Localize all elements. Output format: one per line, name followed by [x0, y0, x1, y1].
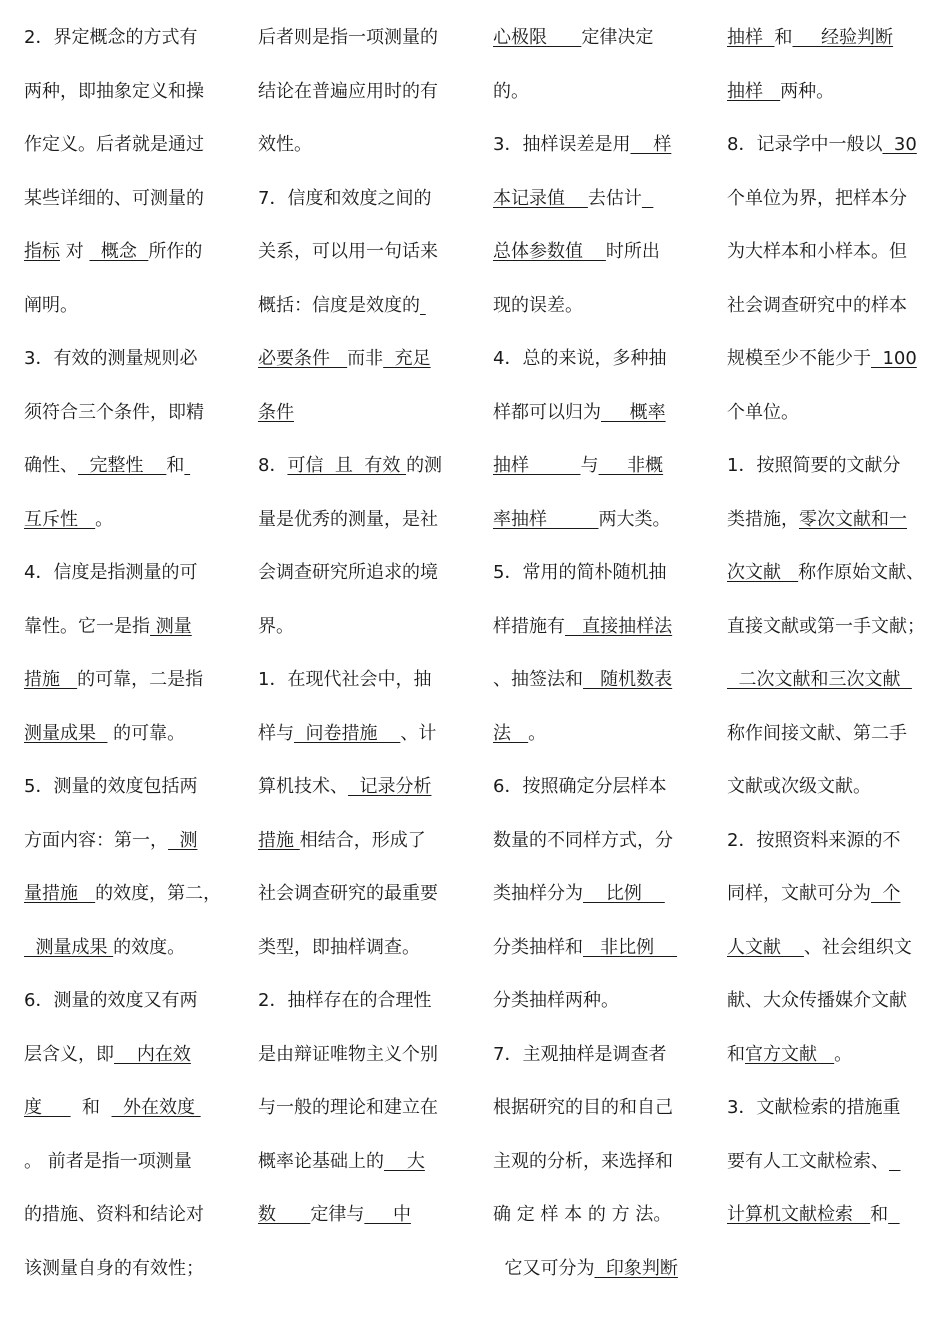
text-segment: 直接文献或第一手文献； — [727, 615, 925, 637]
text-segment: 4．信度是指测量的可 — [24, 562, 198, 583]
text-segment: 会调查研究所追求的境 — [258, 562, 438, 583]
text-segment: 与一般的理论和建立在 — [258, 1097, 438, 1118]
text-line — [258, 234, 442, 288]
text-line — [258, 769, 442, 823]
text-line — [493, 20, 678, 74]
fill-in-answer: 可信 且 有效 — [287, 455, 407, 476]
text-segment: 后者则是指一项测量的 — [258, 27, 438, 48]
fill-in-answer: 法 — [493, 722, 529, 744]
fill-in-answer: 二次文献和三次文献 — [727, 669, 912, 690]
text-line — [493, 930, 678, 984]
text-segment: 去估计 — [587, 187, 642, 209]
text-line — [24, 288, 221, 342]
text-line — [493, 181, 678, 235]
text-line — [727, 662, 925, 716]
fill-in-answer: 30 — [882, 134, 917, 155]
text-line — [493, 823, 678, 877]
text-segment: 要有人工文献检索、 — [727, 1150, 889, 1172]
text-segment: 算机技术、 — [258, 776, 348, 797]
text-segment: 概率论基础上的 — [258, 1150, 384, 1172]
text-segment: 样与 — [258, 722, 294, 744]
text-segment: 2．抽样存在的合理性 — [258, 990, 432, 1011]
text-segment: 某些详细的、可测量的 — [24, 187, 204, 209]
text-segment: 效性。 — [258, 134, 312, 155]
text-segment: 2．界定概念的方式有 — [24, 27, 198, 48]
text-segment: 类措施， — [727, 508, 799, 530]
text-segment: 称作原始文献、 — [798, 562, 925, 583]
text-line — [493, 127, 678, 181]
text-segment: 作定义。后者就是通过 — [24, 134, 204, 155]
text-segment: 确 定 样 本 的 方 法。 — [493, 1204, 672, 1225]
text-line — [258, 288, 442, 342]
fill-in-answer: 非比例 — [583, 936, 678, 958]
text-segment: 方面内容：第一， — [24, 829, 168, 851]
text-segment: 8．记录学中一般以 — [727, 134, 883, 155]
fill-in-answer — [888, 1204, 899, 1225]
text-line — [727, 448, 925, 502]
text-segment: 与 — [580, 455, 599, 476]
fill-in-answer: 抽样 — [727, 80, 781, 102]
fill-in-answer: 随机数表 — [583, 669, 673, 690]
fill-in-answer — [889, 1151, 900, 1172]
text-line — [727, 127, 925, 181]
fill-in-answer: 问卷措施 — [294, 722, 401, 744]
text-line — [258, 181, 442, 235]
fill-in-answer: 必要条件 — [258, 348, 348, 369]
text-line — [493, 555, 678, 609]
fill-in-answer: 措施 — [258, 829, 300, 851]
text-segment: 两大类。 — [598, 508, 671, 530]
text-line — [727, 1144, 925, 1198]
text-segment: 社会调查研究中的样本 — [727, 294, 907, 316]
text-segment: 同样，文献可分为 — [727, 883, 871, 904]
fill-in-answer: 经验判断 — [792, 27, 894, 48]
text-line — [493, 1090, 678, 1144]
text-line — [493, 341, 678, 395]
text-line — [493, 609, 678, 663]
text-segment: 量是优秀的测量，是社 — [258, 508, 438, 530]
text-line — [727, 823, 925, 877]
text-segment: 。 — [834, 1043, 853, 1065]
text-line — [24, 127, 221, 181]
text-line — [24, 20, 221, 74]
text-line — [493, 983, 678, 1037]
text-line — [24, 341, 221, 395]
text-line — [727, 502, 925, 556]
text-column-4 — [727, 20, 925, 1251]
text-segment: 称作间接文献、第二手 — [727, 722, 907, 744]
text-line — [258, 1144, 442, 1198]
text-line — [24, 555, 221, 609]
text-segment: 和 — [870, 1204, 889, 1225]
text-segment: 。 — [528, 722, 547, 744]
text-segment: 3．文献检索的措施重 — [727, 1097, 901, 1118]
text-line — [258, 555, 442, 609]
text-segment: 5．常用的简朴随机抽 — [493, 562, 667, 583]
text-line — [727, 181, 925, 235]
text-line — [727, 876, 925, 930]
text-segment: 是由辩证唯物主义个别 — [258, 1043, 438, 1065]
text-column-2 — [258, 20, 442, 1251]
text-line — [258, 341, 442, 395]
text-line — [258, 716, 442, 770]
fill-in-answer: 非概 — [598, 455, 664, 476]
text-line — [493, 502, 678, 556]
text-segment: 定律决定 — [581, 27, 654, 48]
text-segment: 层含义，即 — [24, 1043, 114, 1065]
fill-in-answer: 计算机文献检索 — [727, 1204, 871, 1225]
text-segment: 的效度。 — [113, 936, 186, 958]
text-line — [258, 74, 442, 128]
text-column-3 — [493, 20, 678, 1304]
text-segment: 的可靠。 — [107, 722, 186, 744]
text-line — [727, 20, 925, 74]
text-segment: 阐明。 — [24, 294, 78, 316]
fill-in-answer: 量措施 — [24, 883, 96, 904]
text-segment: 概括：信度是效度的 — [258, 294, 420, 316]
text-segment: 8． — [258, 455, 288, 476]
text-segment: 两种，即抽象定义和操 — [24, 80, 204, 102]
text-segment: 、社会组织文 — [803, 936, 912, 958]
text-segment: 它又可分为 — [493, 1257, 595, 1279]
fill-in-answer: 条件 — [258, 401, 294, 423]
fill-in-answer: 次文献 — [727, 562, 799, 583]
fill-in-answer: 官方文献 — [745, 1043, 835, 1065]
fill-in-answer: 测量成果 — [24, 936, 114, 958]
text-line — [258, 662, 442, 716]
text-segment: 和 — [166, 455, 185, 476]
text-line — [493, 288, 678, 342]
text-line — [727, 234, 925, 288]
text-line — [493, 1197, 678, 1251]
text-line — [493, 1144, 678, 1198]
text-line — [24, 769, 221, 823]
text-line — [24, 1090, 221, 1144]
text-segment: 7．主观抽样是调查者 — [493, 1043, 667, 1065]
text-segment: 样都可以归为 — [493, 401, 601, 423]
fill-in-answer: 度 — [24, 1097, 71, 1118]
text-line — [258, 609, 442, 663]
fill-in-answer: 概率 — [601, 401, 666, 423]
text-line — [493, 448, 678, 502]
text-segment: 的可靠，二是指 — [77, 669, 204, 690]
text-line — [493, 74, 678, 128]
text-line — [258, 823, 442, 877]
text-line — [727, 930, 925, 984]
text-segment: 所作的 — [148, 241, 203, 262]
text-line — [24, 1144, 221, 1198]
text-line — [24, 983, 221, 1037]
fill-in-answer: 测量 — [150, 615, 192, 637]
text-line — [727, 1197, 925, 1251]
fill-in-answer: 比例 — [583, 883, 665, 904]
text-segment: 数量的不同样方式，分 — [493, 829, 673, 851]
fill-in-answer: 总体参数值 — [493, 241, 606, 262]
text-segment: 结论在普遍应用时的有 — [258, 80, 438, 102]
text-line — [258, 930, 442, 984]
text-segment: 定律与 — [310, 1204, 365, 1225]
text-segment: 样措施有 — [493, 615, 565, 637]
text-line — [493, 662, 678, 716]
fill-in-answer: 零次文献和一 — [799, 508, 907, 530]
text-line — [258, 127, 442, 181]
text-segment: 。 前者是指一项测量 — [24, 1150, 192, 1172]
text-line — [24, 181, 221, 235]
text-line — [24, 1037, 221, 1091]
fill-in-answer: 大 — [384, 1150, 425, 1172]
fill-in-answer: 抽样 — [493, 455, 581, 476]
fill-in-answer: 中 — [364, 1204, 411, 1225]
text-line — [258, 983, 442, 1037]
text-line — [727, 716, 925, 770]
text-segment: 界。 — [258, 615, 294, 637]
fill-in-answer: 指标 — [24, 241, 60, 262]
text-line — [727, 395, 925, 449]
fill-in-answer: 人文献 — [727, 936, 804, 958]
text-segment: 相结合，形成了 — [299, 829, 426, 851]
fill-in-answer: 记录分析 — [348, 776, 432, 797]
text-segment: 须符合三个条件，即精 — [24, 401, 204, 423]
text-segment: 两种。 — [780, 80, 835, 102]
text-segment: 6．按照确定分层样本 — [493, 776, 667, 797]
text-line — [24, 448, 221, 502]
fill-in-answer: 措施 — [24, 669, 78, 690]
text-line — [24, 234, 221, 288]
fill-in-answer: 概念 — [89, 241, 149, 262]
fill-in-answer: 互斥性 — [24, 508, 96, 530]
text-segment: 靠性。它一是指 — [24, 615, 150, 637]
text-segment: 该测量自身的有效性； — [24, 1257, 204, 1279]
text-segment: 社会调查研究的最重要 — [258, 883, 438, 904]
text-segment: 和 — [727, 1043, 745, 1065]
text-line — [258, 502, 442, 556]
text-segment: 的措施、资料和结论对 — [24, 1204, 204, 1225]
text-line — [258, 1090, 442, 1144]
text-line — [258, 1037, 442, 1091]
text-line — [24, 876, 221, 930]
fill-in-answer: 外在效度 — [111, 1097, 201, 1118]
text-segment: 个单位为界，把样本分 — [727, 187, 907, 209]
text-line — [493, 769, 678, 823]
text-line — [24, 74, 221, 128]
text-line — [258, 395, 442, 449]
text-segment: 分类抽样两种。 — [493, 990, 619, 1011]
text-segment: 的。 — [493, 80, 529, 102]
text-line — [24, 395, 221, 449]
fill-in-answer: 样 — [630, 134, 672, 155]
text-line — [727, 555, 925, 609]
text-line — [493, 395, 678, 449]
text-line — [258, 20, 442, 74]
fill-in-answer: 数 — [258, 1204, 311, 1225]
fill-in-answer: 率抽样 — [493, 508, 599, 530]
text-line — [24, 823, 221, 877]
text-line — [24, 930, 221, 984]
text-segment: 为大样本和小样本。但 — [727, 241, 907, 262]
text-segment: 和 — [70, 1097, 112, 1118]
text-line — [493, 1251, 678, 1305]
fill-in-answer — [642, 188, 653, 209]
text-segment: 、抽签法和 — [493, 669, 583, 690]
fill-in-answer: 直接抽样法 — [565, 615, 673, 637]
text-column-1 — [24, 20, 221, 1304]
text-segment: 确性、 — [24, 455, 78, 476]
text-segment: 分类抽样和 — [493, 936, 583, 958]
text-segment: 文献或次级文献。 — [727, 776, 871, 797]
text-segment: 关系，可以用一句话来 — [258, 241, 438, 262]
text-line — [727, 288, 925, 342]
fill-in-answer — [184, 455, 190, 476]
text-line — [493, 234, 678, 288]
fill-in-answer — [420, 295, 426, 316]
text-segment: 的效度，第二， — [95, 883, 222, 904]
fill-in-answer: 个 — [871, 883, 901, 904]
text-segment: 类型，即抽样调查。 — [258, 936, 420, 958]
text-segment: 4．总的来说，多种抽 — [493, 348, 667, 369]
text-segment: 的测 — [406, 455, 443, 476]
text-line — [24, 502, 221, 556]
text-segment: 1．按照简要的文献分 — [727, 455, 901, 476]
text-line — [258, 1197, 442, 1251]
text-segment: 5．测量的效度包括两 — [24, 776, 198, 797]
text-line — [258, 448, 442, 502]
fill-in-answer: 测 — [168, 829, 198, 851]
text-line — [727, 983, 925, 1037]
text-segment: 规模至少不能少于 — [727, 348, 871, 369]
text-segment: 根据研究的目的和自己 — [493, 1097, 673, 1118]
text-segment: 主观的分析，来选择和 — [493, 1150, 673, 1172]
text-segment: 个单位。 — [727, 401, 799, 423]
fill-in-answer: 充足 — [383, 348, 431, 369]
text-line — [24, 1251, 221, 1305]
text-line — [24, 609, 221, 663]
text-segment: 3．抽样误差是用 — [493, 134, 631, 155]
text-line — [24, 1197, 221, 1251]
text-line — [727, 1037, 925, 1091]
text-line — [493, 1037, 678, 1091]
fill-in-answer: 印象判断 — [594, 1257, 678, 1279]
text-line — [493, 716, 678, 770]
text-segment: 。 — [95, 508, 114, 530]
text-segment: 和 — [774, 27, 793, 48]
text-segment: 时所出 — [605, 241, 660, 262]
fill-in-answer: 测量成果 — [24, 722, 108, 744]
fill-in-answer: 抽样 — [727, 27, 775, 48]
fill-in-answer: 内在效 — [114, 1043, 191, 1065]
text-line — [24, 716, 221, 770]
text-segment: 、计 — [400, 722, 437, 744]
text-line — [24, 662, 221, 716]
fill-in-answer: 心极限 — [493, 27, 582, 48]
text-line — [727, 341, 925, 395]
text-segment: 现的误差。 — [493, 294, 583, 316]
text-line — [493, 876, 678, 930]
text-line — [727, 609, 925, 663]
text-line — [258, 876, 442, 930]
text-segment: 而非 — [347, 348, 384, 369]
fill-in-answer: 本记录值 — [493, 187, 588, 209]
text-segment: 类抽样分为 — [493, 883, 583, 904]
text-segment: 献、大众传播媒介文献 — [727, 990, 907, 1011]
text-segment: 对 — [60, 241, 90, 262]
text-segment: 6．测量的效度又有两 — [24, 990, 198, 1011]
fill-in-answer: 100 — [871, 348, 917, 369]
text-line — [727, 1090, 925, 1144]
text-segment: 3．有效的测量规则必 — [24, 348, 198, 369]
text-line — [727, 74, 925, 128]
text-segment: 2．按照资料来源的不 — [727, 829, 901, 851]
fill-in-answer: 完整性 — [78, 455, 167, 476]
text-line — [727, 769, 925, 823]
text-segment: 1．在现代社会中，抽 — [258, 669, 432, 690]
text-segment: 7．信度和效度之间的 — [258, 187, 432, 209]
